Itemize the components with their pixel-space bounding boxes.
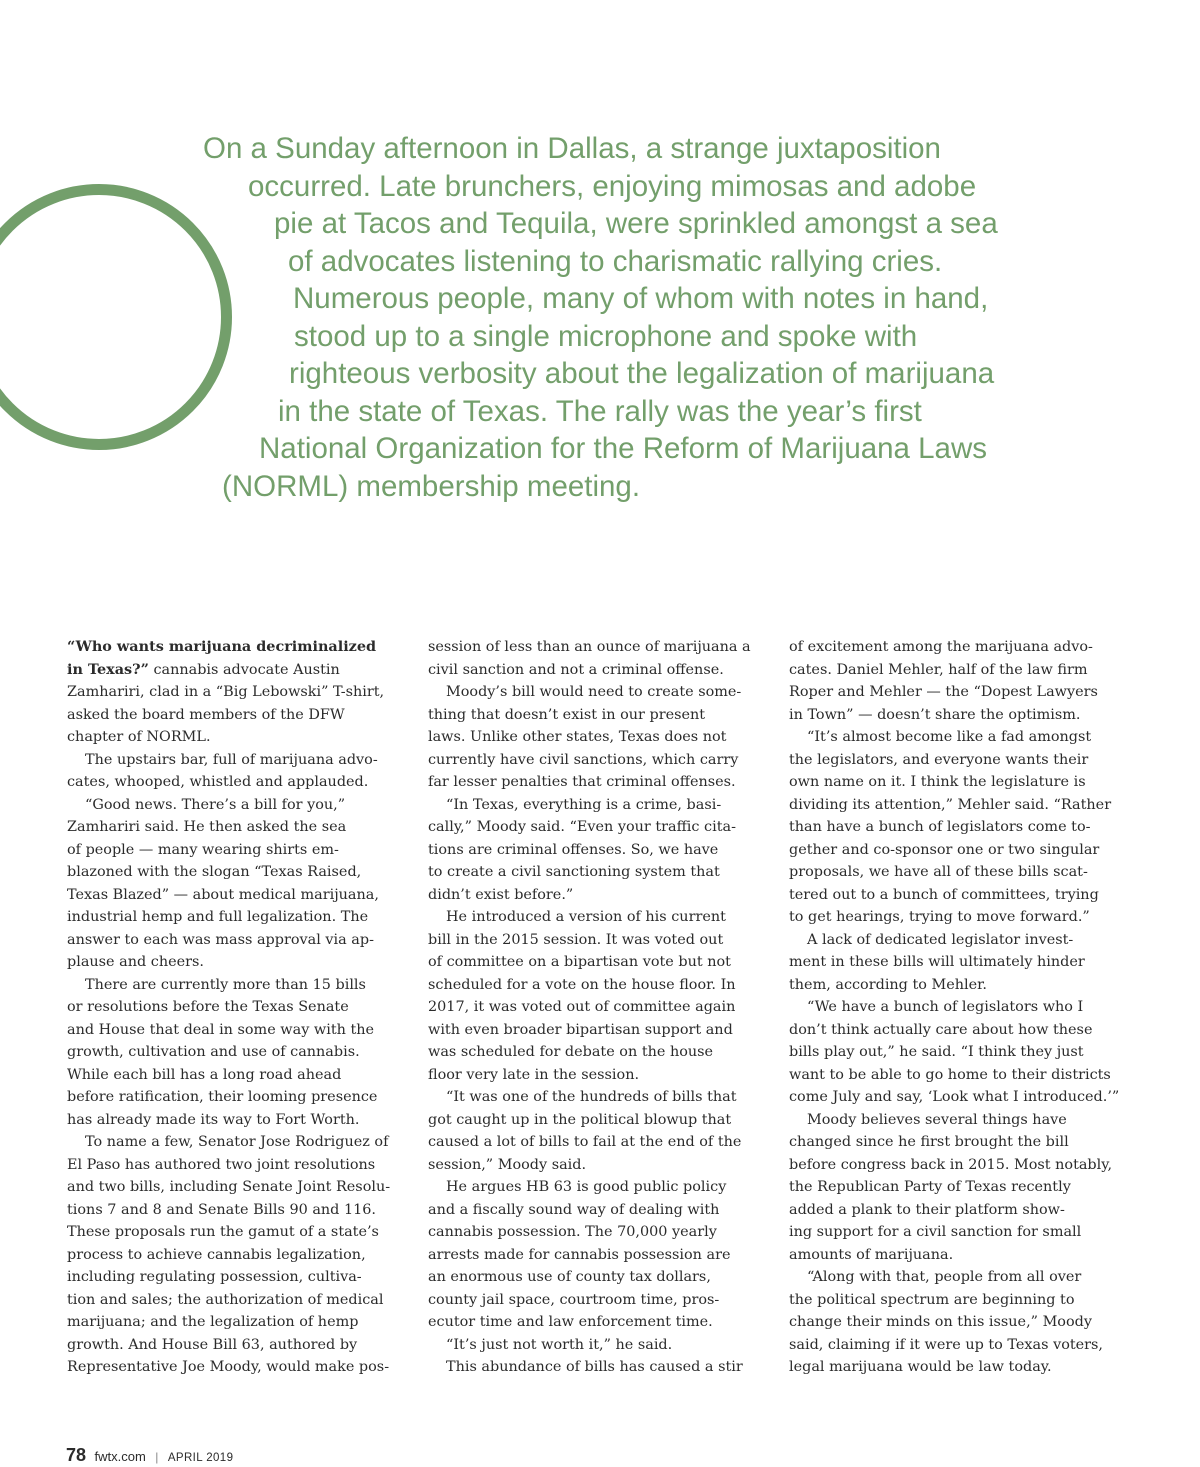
body-text-line: changed since he first brought the bill [789,1134,1069,1150]
body-text-line: marijuana; and the legalization of hemp [67,1314,359,1330]
body-text-line: than have a bunch of legislators come to- [789,819,1091,835]
body-text-line: “We have a bunch of legislators who I [807,999,1084,1015]
body-text-line: “In Texas, everything is a crime, basi- [446,796,722,813]
body-text-line: growth, cultivation and use of cannabis. [67,1044,360,1060]
footer-separator: | [155,1450,159,1464]
body-text-line: “Along with that, people from all over [807,1269,1082,1285]
body-text-line: floor very late in the session. [428,1066,640,1083]
body-text-line: the legislators, and everyone wants their [789,751,1089,768]
body-text-line: Moody’s bill would need to create some- [446,684,742,700]
body-text-line: These proposals run the gamut of a state’s [67,1224,379,1240]
body-text-line: an enormous use of county tax dollars, [428,1269,711,1285]
pull-quote-line: (NORML) membership meeting. [222,469,641,503]
body-text-line: change their minds on this issue,” Moody [789,1314,1092,1330]
body-text-line: gether and co-sponsor one or two singular [789,841,1100,858]
body-text-line: The upstairs bar, full of marijuana advo- [85,751,378,768]
body-text-line: answer to each was mass approval via ap- [67,931,374,948]
page-number: 78 [66,1445,87,1465]
body-text-line: of excitement among the marijuana advo- [789,639,1093,655]
site-name: fwtx.com [94,1449,146,1464]
body-text-line: in Town” — doesn’t share the optimism. [789,706,1081,723]
issue-date: APRIL 2019 [167,1452,234,1464]
body-text-line: legal marijuana would be law today. [789,1359,1052,1375]
body-text-line: to get hearings, trying to move forward.” [789,909,1090,925]
body-text-line: to create a civil sanctioning system that [428,864,720,880]
body-text-line: got caught up in the political blowup that [428,1111,732,1128]
body-text-line: and a fiscally sound way of dealing with [428,1201,720,1218]
body-text-line: cannabis possession. The 70,000 yearly [428,1224,717,1240]
body-text-line: ment in these bills will ultimately hinder [789,954,1085,970]
body-text-line: cates, whooped, whistled and applauded. [67,774,369,790]
body-text-line: ecutor time and law enforcement time. [428,1314,713,1330]
body-text-line: Zamhariri said. He then asked the sea [67,819,347,835]
body-text-line: A lack of dedicated legislator invest- [807,931,1074,948]
pull-quote-line: pie at Tacos and Tequila, were sprinkled amongst a sea [274,207,998,240]
pull-quote-line: righteous verbosity about the legalization of marijuana [289,357,995,390]
body-text-line: dividing its attention,” Mehler said. “Rather [789,796,1112,813]
body-text-line: “It was one of the hundreds of bills that [446,1089,737,1105]
page-footer [66,1445,233,1466]
pull-quote-line: occurred. Late brunchers, enjoying mimosas and adobe [248,169,977,203]
body-text-line: don’t think actually care about how these [789,1021,1093,1038]
body-text-line: and House that deal in some way with the [67,1021,375,1038]
body-text-line: tered out to a bunch of committees, trying [789,886,1099,903]
body-text-line: before congress back in 2015. Most notably, [789,1156,1113,1173]
body-text-line: arrests made for cannabis possession are [428,1246,731,1263]
body-text-line: There are currently more than 15 bills [85,976,366,993]
body-text-line: currently have civil sanctions, which carry [428,751,739,768]
body-text-line: thing that doesn’t exist in our present [428,706,706,723]
body-text-line: Roper and Mehler — the “Dopest Lawyers [789,684,1098,700]
body-text-line: added a plank to their platform show- [789,1201,1065,1218]
body-text-line: the political spectrum are beginning to [789,1291,1075,1308]
body-text-line: bills play out,” he said. “I think they just [789,1044,1084,1060]
body-text-line: civil sanction and not a criminal offense. [428,661,724,678]
body-text-line: plause and cheers. [67,954,204,970]
body-text-line: and two bills, including Senate Joint Resolu- [67,1179,391,1195]
body-text-line: tions are criminal offenses. So, we have [428,841,719,858]
article-column-3 [789,636,1120,1379]
body-text-line: chapter of NORML. [67,729,211,745]
body-text-line: said, claiming if it were up to Texas voters, [789,1336,1104,1353]
body-text-line: was scheduled for debate on the house [428,1044,714,1060]
body-text-line: asked the board members of the DFW [67,706,345,723]
pull-quote-line: Numerous people, many of whom with notes in hand, [293,282,989,315]
body-text-line: county jail space, courtroom time, pros- [428,1291,720,1308]
body-text-line: Zamhariri, clad in a “Big Lebowski” T-shirt, [67,684,385,700]
body-text-line: tions 7 and 8 and Senate Bills 90 and 116. [67,1201,377,1218]
body-text-line: To name a few, Senator Jose Rodriguez of [85,1134,389,1150]
body-text-line: amounts of marijuana. [789,1246,954,1263]
body-text-line: of people — many wearing shirts em- [67,841,339,858]
body-text-line: “It’s almost become like a fad amongst [807,729,1092,745]
body-text-line: process to achieve cannabis legalization, [67,1246,366,1263]
body-text-line: before ratification, their looming presence [67,1089,378,1105]
body-text-line: far lesser penalties that criminal offenses. [428,774,736,790]
lead-question: “Who wants marijuana decriminalized [67,638,377,655]
body-text-line: Representative Joe Moody, would make pos- [67,1359,390,1375]
body-text-line: has already made its way to Fort Worth. [67,1111,360,1128]
body-text-line: cates. Daniel Mehler, half of the law firm [789,661,1088,678]
body-text-line: with even broader bipartisan support and [428,1021,733,1038]
lead-line-2 [67,659,387,682]
body-text-line: blazoned with the slogan “Texas Raised, [67,864,362,880]
body-text-line: bill in the 2015 session. It was voted out [428,931,724,948]
lead-question-end: in Texas?” [67,660,149,678]
decorative-green-circle [0,184,232,450]
body-text-line: want to be able to go home to their districts [789,1066,1111,1083]
body-text-line: laws. Unlike other states, Texas does not [428,729,727,745]
body-text-line: industrial hemp and full legalization. The [67,909,369,925]
body-text-line: including regulating possession, cultiva- [67,1269,362,1285]
body-text-line: cally,” Moody said. “Even your traffic cita- [428,819,736,835]
body-text-line: growth. And House Bill 63, authored by [67,1336,358,1353]
pull-quote-line: in the state of Texas. The rally was the year’s first [278,394,922,428]
body-text-line: “Good news. There’s a bill for you,” [85,796,346,813]
body-text-line: didn’t exist before.” [428,886,574,903]
body-text-line: He argues HB 63 is good public policy [446,1179,727,1195]
body-text-line: them, according to Mehler. [789,976,988,993]
pull-quote-line: stood up to a single microphone and spoke with [294,319,918,353]
body-text-line: session,” Moody said. [428,1156,587,1173]
pull-quote-line: On a Sunday afternoon in Dallas, a strange juxtaposition [203,132,941,165]
article-column-2 [428,636,751,1379]
body-text-line: the Republican Party of Texas recently [789,1179,1071,1195]
body-text-line: Texas Blazed” — about medical marijuana, [67,886,379,903]
body-text-line: come July and say, ‘Look what I introduced.’” [789,1089,1120,1105]
article-column-1 [67,636,391,1379]
body-text-line: 2017, it was voted out of committee again [428,999,736,1015]
body-text-line: proposals, we have all of these bills scat- [789,864,1088,880]
body-text-line: tion and sales; the authorization of medical [67,1291,384,1308]
body-text-line: ing support for a civil sanction for small [789,1224,1082,1240]
body-text-line: Moody believes several things have [807,1111,1067,1128]
body-text-line: This abundance of bills has caused a stir [446,1359,743,1375]
pull-quote-line: National Organization for the Reform of Marijuana Laws [259,432,988,465]
body-text-line: He introduced a version of his current [446,909,726,925]
pull-quote-line: of advocates listening to charismatic rallying cries. [288,244,943,278]
body-text-line: El Paso has authored two joint resolutions [67,1156,376,1173]
body-text-line: scheduled for a vote on the house floor. In [428,976,736,993]
body-text-line: of committee on a bipartisan vote but not [428,954,731,970]
body-text-line: session of less than an ounce of marijuana a [428,639,751,655]
body-text-line: own name on it. I think the legislature is [789,774,1086,790]
lead-line-rest: cannabis advocate Austin [148,661,340,678]
body-text-line: caused a lot of bills to fail at the end of the [428,1134,742,1150]
body-text-line: “It’s just not worth it,” he said. [446,1336,673,1353]
body-text-line: While each bill has a long road ahead [67,1066,342,1083]
body-text-line: or resolutions before the Texas Senate [67,999,349,1015]
